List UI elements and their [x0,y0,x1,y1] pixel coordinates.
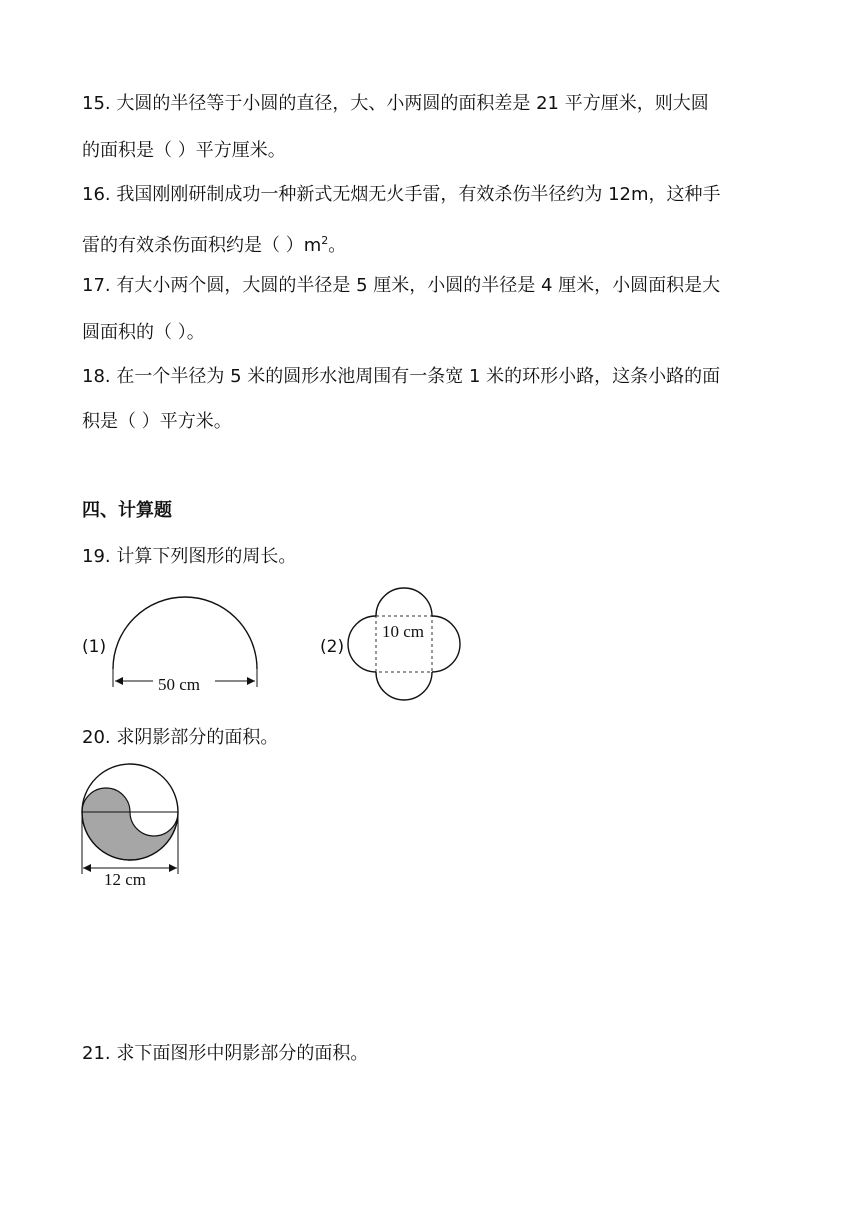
yin-yang-figure [78,760,182,864]
fig2-label: (2) [320,637,345,657]
q18-line1: 18. 在一个半径为 5 米的圆形水池周围有一条宽 1 米的环形小路，这条小路的面 [82,366,721,387]
q21-text: 21. 求下面图形中阴影部分的面积。 [82,1043,369,1064]
q19-text: 19. 计算下列图形的周长。 [82,546,297,567]
section-heading: 四、计算题 [82,500,172,521]
q16-line2-text: 雷的有效杀伤面积约是（ ）m [82,235,322,256]
q17-line2: 圆面积的（ ）。 [82,322,205,343]
q20-text: 20. 求阴影部分的面积。 [82,727,279,748]
q16-superscript: 2 [321,234,329,247]
q16-line2-end: 。 [328,235,347,256]
q15-line1: 15. 大圆的半径等于小圆的直径，大、小两圆的面积差是 21 平方厘米，则大圆 [82,93,709,114]
q16-line2 [82,229,346,258]
q18-line2: 积是（ ）平方米。 [82,411,232,432]
fig1-label: (1) [82,637,107,657]
q15-line2: 的面积是（ ）平方厘米。 [82,140,286,161]
q20-dimension: 12 cm [104,870,147,889]
q17-line1: 17. 有大小两个圆，大圆的半径是 5 厘米，小圆的半径是 4 厘米，小圆面积是大 [82,275,721,296]
four-semicircle-figure [342,582,466,706]
q16-line1: 16. 我国刚刚研制成功一种新式无烟无火手雷，有效杀伤半径约为 12m，这种手 [82,184,721,205]
fig2-dimension: 10 cm [382,622,425,641]
fig1-dimension: 50 cm [158,675,201,694]
